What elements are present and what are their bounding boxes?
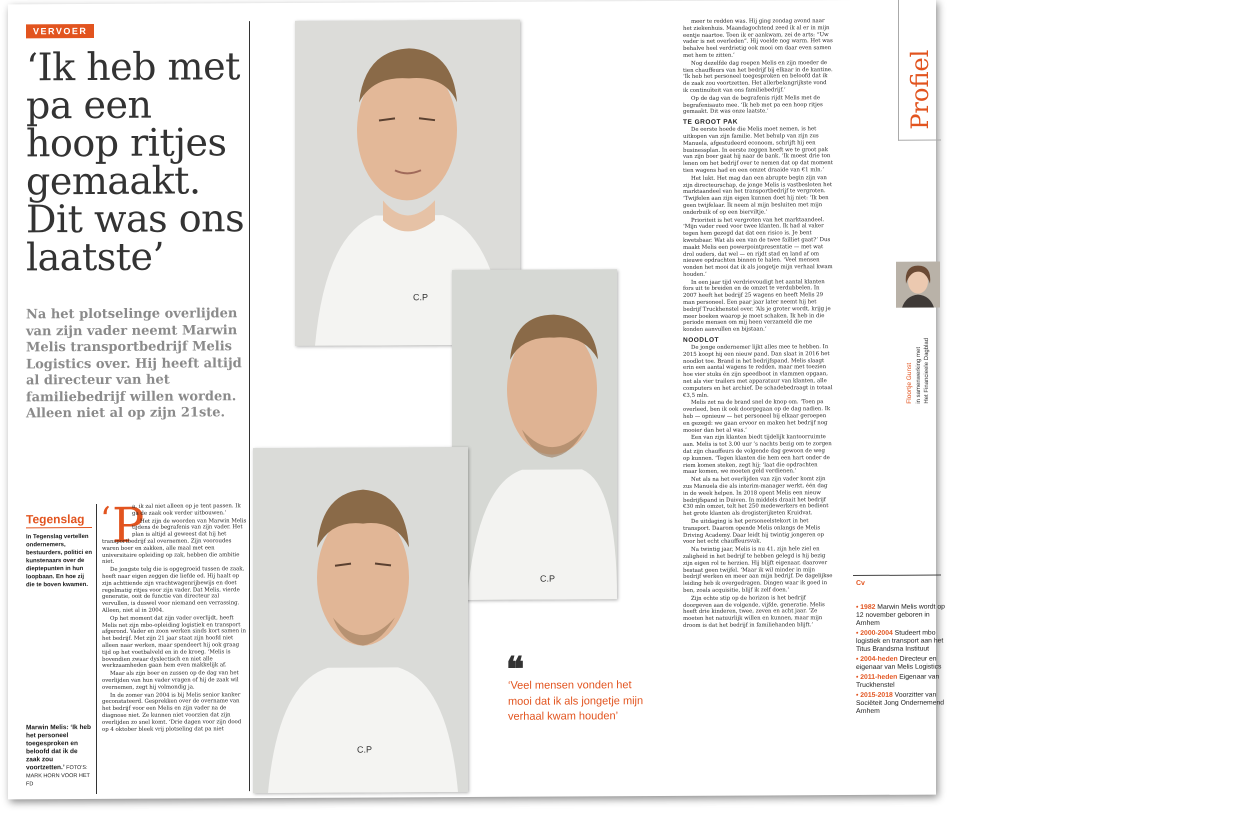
article-paragraph: In een jaar tijd verdrievoudigt het aantal klanten fors uit te breiden en de omzet te verdubbelen. In 2007 heeft het bedrijf 25 wagens en heeft Melis 29 man personeel. Een paar jaar later neemt hij het bedrijf Truckhenstel over. ‘Als je groter wordt, krijg je meer boeken waarop je moet schaken. Ik heb in die periode mensen om mij heen verzameld die me konden aanvullen en bijstaan.’ (683, 278, 831, 334)
article-paragraph: De eerste hoede die Melis moet nemen, is het uitkopen van zijn familie. Met behulp van zijn zus Manuela, afgestudeerd econoom, schrijft hij een businessplan. In eerste zeggen heeft we te groot pak van zijn boer gaat hij naar de bank. ‘Ik moest drie ton lenen om het bedrijf over te nemen dat op dat moment tien wagens had en een omzet draaide van €1 mln.’ (683, 126, 833, 174)
sidebar-text: In Tegenslag vertellen ondernemers, bestuurders, politici en kunstenaars over de dieptepunten in hun loopbaan. En hoe zij die te boven kwamen. (26, 534, 93, 589)
caption-text: Marwin Melis: ‘Ik heb het personeel toegesproken en beloofd dat ik de zaak zou voortzetten.’ (26, 723, 92, 772)
cv-item (856, 692, 946, 716)
cv-text: Studeert mbo logistiek en transport aan het Titus Brandsma Instituut (856, 629, 944, 653)
article-paragraph: Een van zijn klanten biedt tijdelijk kantoorruimte aan. Melis is tot 3.00 uur ’s nachts bezig om te zorgen dat zijn chauffeurs de volgende dag gewoon de weg op kunnen. ‘Tegen klanten die hem een hart onder de riem komen steken, zegt hij: ‘laat die opdrachten maar komen, we moeten geld verdienen.’ (683, 434, 832, 476)
opening-quote-mark: ‘ (100, 499, 111, 540)
article-paragraph: Melis zet na de brand snel de knop om. ‘Toen pa overleed, ben ik ook doorgegaan op de dag nadien. Ik heb — opnieuw — het personeel bij elkaar geroepen en gezegd: we gaan ervoor en maken het bedrijf nog mooier dan het al was.’ (683, 399, 831, 434)
article-paragraph: Het lukt. Het mag dan een abrupte begin zijn van zijn directeurschap, de jonge Melis is vastbesloten het marktaandeel van het transportbedrijf te vergroten. ‘Twijfelen aan zijn eigen kunnen doet hij niet: ‘Ik ben geen twijfelaar. Ik neem al mijn besluiten met mijn onderbuik of op een bierviltje.’ (683, 174, 833, 216)
portrait-photo-3 (253, 447, 468, 793)
article-paragraph: Net als na het overlijden van zijn vader komt zijn zus Manuela die als interim-manager werkt, één dag in de week helpen. In 2018 opent Melis een nieuw bedrijfspand in Duiven. In middels draait het bedrijf €30 mln omzet, telt het 250 medewerkers en bedient het grote klanten als drogisterijketen Kruidvat. (683, 476, 829, 518)
sidebar-rule (26, 527, 92, 528)
article-paragraph: Nog dezelfde dag roepen Melis en zijn moeder de tien chauffeurs van het bedrijf bij elkaar in de kantine. ‘Ik heb het personeel toegesproken en beloofd dat ik de zaak zou voortzetten. Het allerbelangrijkste vond ik continuïteit van ons familiebedrijf.’ (683, 59, 833, 94)
photo-caption (26, 724, 92, 788)
svg-text:C.P: C.P (540, 573, 556, 584)
article-paragraph: Prioriteit is het vergroten van het marktaandeel. ‘Mijn vader reed voor twee klanten. Ik had al vaker tegen hem gezegd dat dat een risico is. Je bent kwetsbaar. Wat als een van de twee failliet gaat?’ Dus maakt Melis een powerpointpresentatie — met wat drol ouders, dat wel — en rijdt stad en land af om nieuwe opdrachten binnen te halen. ‘Veel mensen vonden het mooi dat ik als jongetje mijn verhaal kwam houden.’ (683, 216, 833, 278)
sidebar-divider (96, 504, 97, 794)
article-paragraph: Maar als zijn boer en zussen op de dag van het overlijden van hun vader vragen of hij de zaak wil overnemen, zegt hij volmondig ja. (102, 670, 239, 691)
cv-year: • 1982 (856, 603, 878, 611)
cv-year: • 2004-heden (856, 655, 900, 663)
cv-year: • 2000-2004 (856, 629, 895, 637)
author-line: in samenwerking met (916, 346, 922, 404)
cv-item (856, 674, 946, 690)
article-paragraph: Het zijn de woorden van Marwin Melis tijdens de begrafenis van zijn vader. Het plan is altijd al geweest dat hij het transportbedrijf zal overnemen. Zijn vooroudes waren boer en zakken, alle maal met een universitaire opleiding op zak, hebben die ambitie niet. (102, 517, 247, 566)
pull-quote: ‘Veel mensen vonden het mooi dat ik als jongetje mijn verhaal kwam houden’ (508, 679, 644, 723)
quote-icon: ❝ (506, 649, 525, 690)
lead-paragraph: Na het plotselinge overlijden van zijn vader neemt Marwin Melis transportbedrijf Melis Logistics over. Hij heeft altijd al directeur van het familiebedrijf willen worden. Alleen niet al op zijn 21ste. (26, 306, 242, 422)
cv-year: • 2015-2018 (856, 691, 895, 699)
author-line: Floortje Gunst (906, 362, 913, 404)
cv-text: Directeur en eigenaar van Melis Logistics (856, 655, 942, 671)
newspaper-spread (8, 0, 945, 799)
cv-item (856, 656, 946, 672)
author-line: Het Financieele Dagblad (924, 337, 930, 404)
profiel-text: Profiel (906, 49, 934, 130)
article-column-1 (102, 497, 247, 789)
cv-list (856, 604, 946, 718)
article-paragraph: meer te redden was. Hij ging zondag avond naar het ziekenhuis. Maandagochtend zeed ik al er in mijn eentje naartoe. Toen ik er aankwam, zei de arts: “Uw vader is net overleden”. Hij voelde nog warm. Het was behalve heel verdrietig ook mooi om daar even samen met hem te zitten.’ (683, 18, 833, 59)
article-paragraph: Op het moment dat zijn vader overlijdt, heeft Melis net zijn mbo-opleiding logistiek en transport afgerond. Vader en zoon werken sinds kort samen in het bedrijf. Met zijn 21 jaar staat zijn hoofd niet alleen naar werken, maar spendeert hij ook graag tijd op het voetbalveld en in de kroeg. ‘Melis is bovendien zwaar dyslectisch en niet alle werkzaamheden gaan hem even makkelijk af. (102, 614, 247, 670)
cv-text: Voorzitter van Sociëteit Jong Ondernemend Arnhem (856, 691, 945, 715)
article-paragraph: Na twintig jaar, Melis is nu 41, zijn hele ziel en zaligheid in het bedrijf te hebben gelegd is hij bezig zijn eigen rol te herzien. Hij blijft eigenaar, daarover bestaat geen twijfel. ‘Maar ik wil minder in mijn bedrijf werken en meer aan mijn bedrijf. De dagelijkse leiding heb ik overgedragen. Dingen waar ik goed in ben, zoals acquisitie, blijf ik zelf doen.’ (683, 546, 833, 594)
photo-credit: FOTO'S: MARK HORN VOOR HET FD (26, 765, 90, 788)
cv-title: Cv (856, 579, 865, 587)
cv-rule (853, 575, 941, 576)
svg-text:C.P: C.P (413, 292, 429, 303)
article-paragraph: De jonge ondernemer lijkt alles mee te hebben. In 2015 koopt hij een nieuw pand. Dan slaat in 2016 het noodlot toe. Brand in het bedrijfspand. Melis slaagt erin een aantal wagens te redden, maar met toezien hoe vier stuks én zijn speedboot in vlammen opgaan, net als vier trailers met apparatuur van klanten, alle computers en het archief. De schadebedraagt in totaal €3,5 mln. (683, 344, 833, 399)
cv-item (856, 630, 946, 654)
drop-cap: P (112, 497, 145, 554)
author-credit (901, 316, 935, 406)
cv-year: • 2011-heden (856, 673, 900, 681)
article-paragraph: De uitdaging is het personeelstekort in het transport. Daarom opende Melis onlangs de Melis Driving Academy. Daar leidt hij twintig jongeren op voor het echt chauffeursvak. (683, 518, 824, 546)
article-column-2 (683, 18, 833, 794)
article-paragraph: In de zomer van 2004 is bij Melis senior kanker geconstateerd. Gesprekken over de overname van het bedrijf voor een Melis en zijn vader na de diagnose niet. Ze kunnen niet voorzien dat zijn overlijden zo snel komt. ‘Drie dagen voor zijn dood op 4 oktober bleek vrij plotseling dat pa niet (102, 691, 242, 733)
sidebar-title: Tegenslag (26, 512, 85, 527)
headline: ‘Ik heb met pa een hoop ritjes gemaakt. Dit was ons laatste’ (26, 44, 245, 280)
section-heading: NOODLOT (683, 336, 719, 344)
column-divider (249, 21, 250, 791)
author-avatar (896, 262, 940, 308)
category-label: VERVOER (26, 24, 94, 38)
article-paragraph: Zijn echte stip op de horizon is het bedrijf doorgeven aan de volgende, vijfde, generatie. Melis heeft drie kinderen, twee, zeven en acht jaar. ‘Ze moeten het natuurlijk willen en kunnen, maar mijn droom is dat het bedrijf in familiehanden blijft.’ (683, 595, 825, 629)
cv-text: Eigenaar van Truckhenstel (856, 673, 940, 689)
article-paragraph: Op de dag van de begrafenis rijdt Melis met de begrafenisauto mee. ‘Ik heb met pa een hoop ritjes gemaakt. Dit was onze laatste.’ (683, 94, 823, 116)
article-paragraph: De jongste telg die is opgegroeid tussen de zaak, heeft naar eigen zeggen die liefde ed. Hij haalt op zijn achttiende zijn vrachtwagenrijbewijs en doet regelmatig ritjes voor zijn vader. Dat Melis, vierde generatie, ooit de functie van directeur zal vervullen, is duswel voor niemand een verrassing. Alleen, niet al in 2004. (102, 566, 245, 614)
article-paragraph: a, ik zal niet alleen op je tent passen. Ik ga de zaak ook verder uitbouwen.’ (132, 503, 241, 517)
portrait-photo-2 (452, 269, 617, 600)
svg-text:C.P: C.P (357, 744, 373, 755)
cv-text: Marwin Melis wordt op 12 november geboren in Arnhem (856, 603, 945, 627)
cv-item (856, 604, 946, 628)
section-heading: TE GROOT PAK (683, 118, 738, 127)
profiel-label (898, 25, 938, 135)
